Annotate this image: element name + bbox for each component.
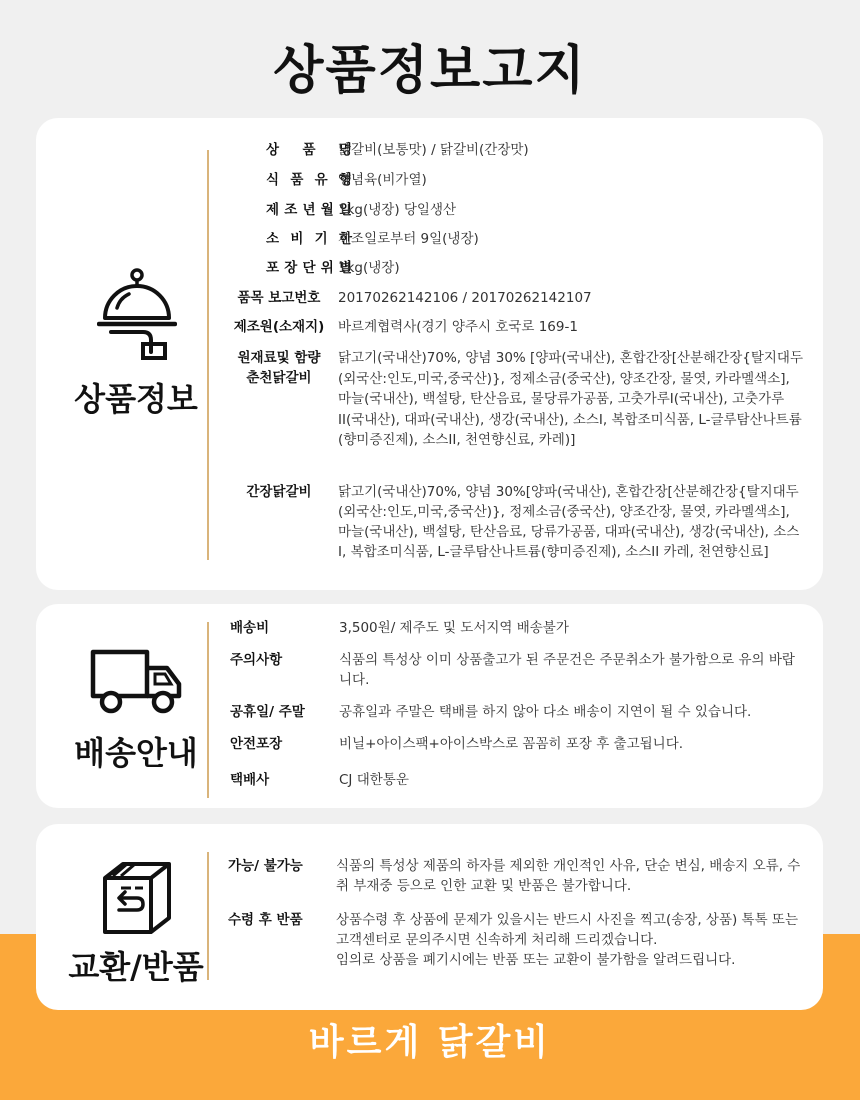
info-value: 닭갈비(보통맛) / 닭갈비(간장맛)	[338, 142, 529, 158]
product-info-card	[36, 118, 823, 590]
shipping-value: 식품의 특성상 이미 상품출고가 된 주문건은 주문취소가 불가함으로 유의 바랍니다.	[339, 652, 795, 688]
shipping-value: 비닐+아이스팩+아이스박스로 꼼꼼히 포장 후 출고됩니다.	[339, 736, 684, 752]
cloche-icon	[72, 268, 202, 368]
section-title-shipping: 배송안내	[74, 734, 198, 772]
info-label: 소 비 기 한	[266, 231, 352, 247]
shipping-label: 택배사	[230, 772, 270, 788]
info-label: 식 품 유 형	[266, 172, 352, 188]
section-title-exchange: 교환/반품	[68, 948, 204, 986]
footer-brand: 바르게 닭갈비	[308, 1022, 552, 1063]
info-label: 제 조 년 월 일	[266, 202, 352, 218]
shipping-card	[36, 604, 823, 808]
soy-label: 간장닭갈비	[246, 484, 312, 500]
info-value: 20170262142106 / 20170262142107	[338, 290, 592, 306]
shipping-label: 공휴일/ 주말	[230, 704, 305, 720]
info-label: 제조원(소재지)	[233, 319, 325, 335]
exchange-value	[336, 910, 806, 970]
info-value: 바르계협력사(경기 양주시 호국로 169-1	[338, 319, 578, 335]
exchange-value-line: 임의로 상품을 폐기시에는 반품 또는 교환이 불가함을 알려드립니다.	[336, 952, 736, 968]
info-label: 포 장 단 위 별	[266, 260, 352, 276]
shipping-label: 주의사항	[230, 652, 283, 668]
chuncheon-label: 춘천닭갈비	[246, 370, 312, 386]
exchange-value-line: 상품수령 후 상품에 문제가 있을시는 반드시 사진을 찍고(송장, 상품) 톡톡 또는 고객센터로 문의주시면 신속하게 처리해 드리겠습니다.	[336, 912, 799, 948]
shipping-label: 안전포장	[230, 736, 283, 752]
soy-ingredients-value: 닭고기(국내산)70%, 양념 30%[양파(국내산), 혼합간장[산분해간장{탈지대두(외국산:인도,미국,중국산)}, 정제소금(중국산), 양조간장, 물엿, 카라멜색소], 마늘(국내산), 백설탕, 탄산음료, 당류가공품, 대파(국내산), 생강(국내산), 소스I, 복합조미식품, L-글루탐산나트륨(향미증진제), 소스II 카레, 천연향신료]	[338, 484, 800, 560]
divider-line	[207, 150, 209, 560]
info-label-ingredients	[226, 348, 332, 388]
info-value: 1kg(냉장)	[338, 260, 400, 276]
shipping-value: 3,500원/ 제주도 및 도서지역 배송불가	[339, 620, 569, 636]
exchange-card	[36, 824, 823, 1010]
info-label: 품목 보고번호	[237, 290, 321, 306]
info-label: 상 품 명	[266, 142, 352, 158]
exchange-label: 수령 후 반품	[228, 912, 303, 928]
chuncheon-ingredients-value: 닭고기(국내산)70%, 양념 30% [양파(국내산), 혼합간장[산분해간장{탈지대두(외국산:인도,미국,중국산)}, 정제소금(중국산), 양조간장, 물엿, 카라멜색소], 마늘(국내산), 백설탕, 탄산음료, 물당류가공품, 고춧가루I(국내산), 고춧가루II(국내산), 대파(국내산), 생강(국내산), 소스I, 복합조미식품, L-글루탐산나트륨(향미증진제), 소스II, 천연향신료, 카레)]	[338, 350, 804, 448]
ingredients-label: 원재료및 함량	[237, 350, 321, 366]
exchange-label: 가능/ 불가능	[228, 858, 303, 874]
shipping-value: CJ 대한통운	[339, 772, 409, 788]
section-title-product-info: 상품정보	[74, 380, 198, 418]
shipping-label: 배송비	[230, 620, 270, 636]
divider-line	[207, 852, 209, 980]
page-title: 상품정보고지	[273, 41, 587, 101]
shipping-value: 공휴일과 주말은 택배를 하지 않아 다소 배송이 지연이 될 수 있습니다.	[339, 704, 752, 720]
info-value: 1kg(냉장) 당일생산	[338, 202, 457, 218]
divider-line	[207, 622, 209, 798]
info-value: 제조일로부터 9일(냉장)	[338, 231, 479, 247]
info-value: 양념육(비가열)	[338, 172, 427, 188]
exchange-value: 식품의 특성상 제품의 하자를 제외한 개인적인 사유, 단순 변심, 배송지 오류, 수취 부재중 등으로 인한 교환 및 반품은 불가합니다.	[336, 858, 801, 894]
